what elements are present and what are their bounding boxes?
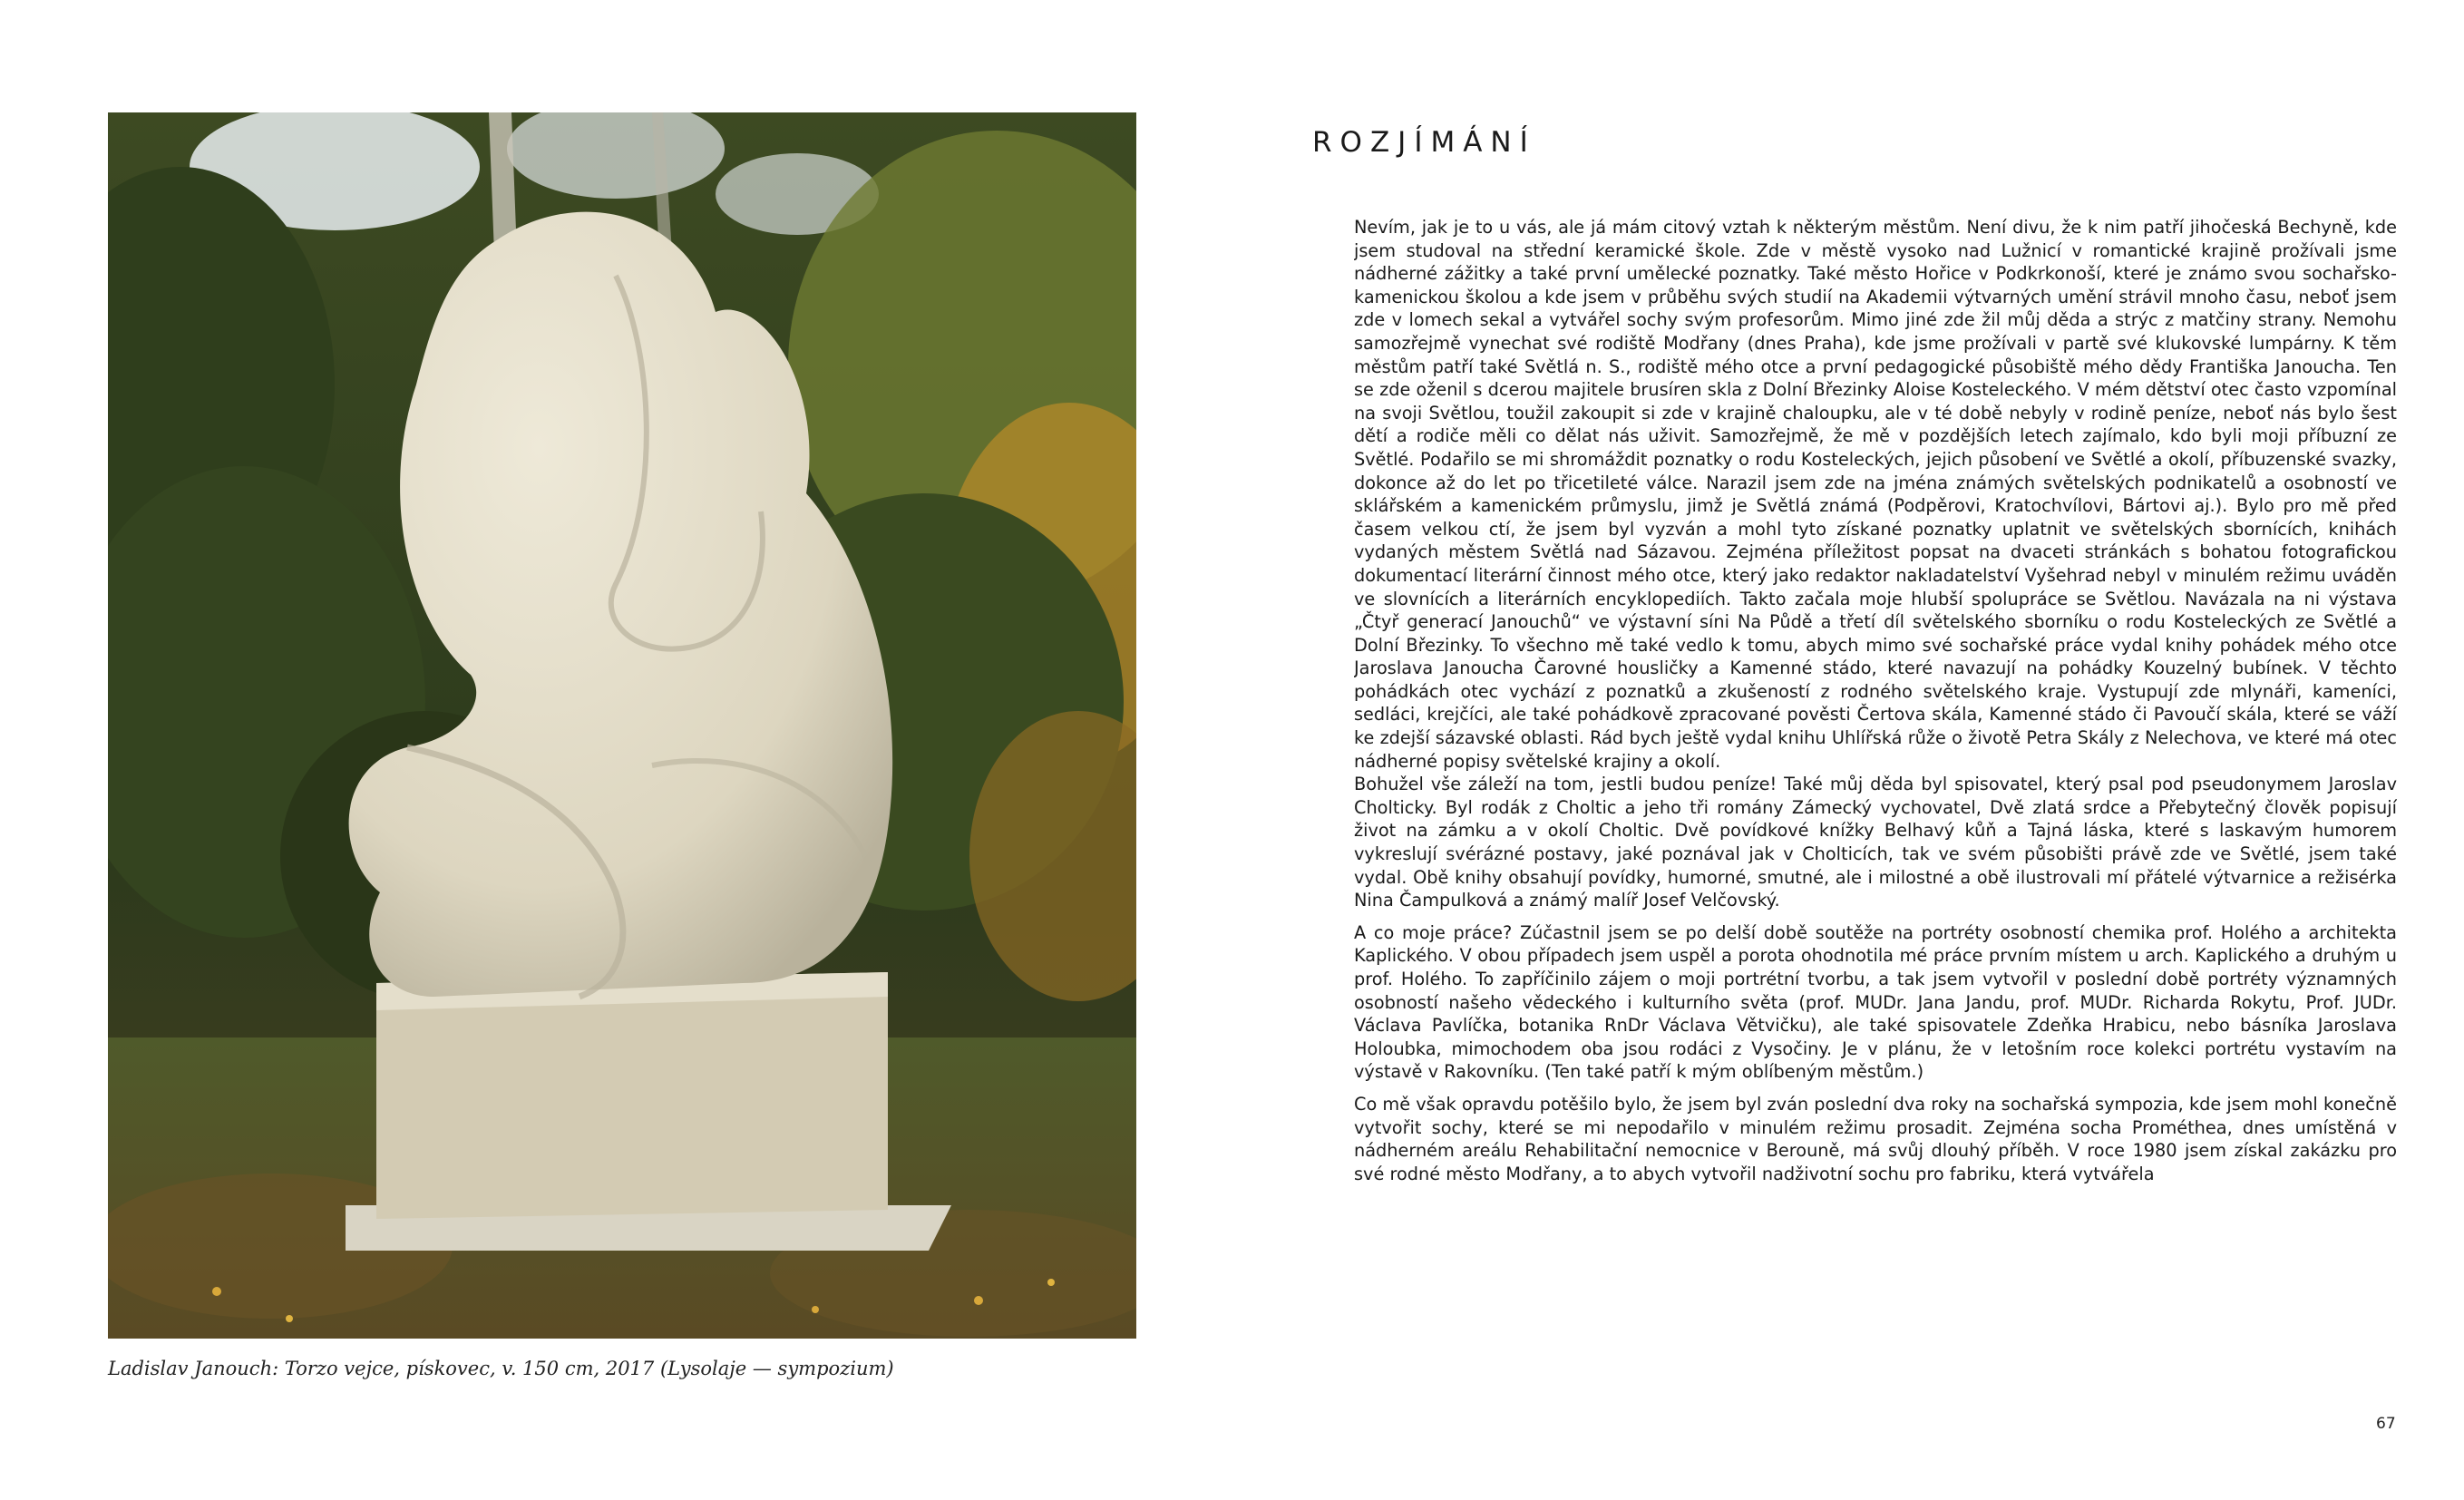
page-number: 67 [2376,1415,2396,1433]
sculpture-photo [108,112,1136,1339]
paragraph: Nevím, jak je to u vás, ale já mám citový vztah k některým městům. Není divu, že k nim patří jihočeská Bechyně, kde jsem studoval na střední keramické škole. Zde v městě vysoko nad Lužnicí v romantické krajině prožívali jsme nádherné zážitky a také první umělecké poznatky. Také město Hořice v Podkrkonoší, které je známo svou sochařsko-kamenickou školou a kde jsem v průběhu svých studií na Akademii výtvarných umění strávil mnoho času, neboť jsem zde v lomech sekal a vytvářel sochy svým profesorům. Mimo jiné zde žil můj děda a strýc z matčiny strany. Nemohu samozřejmě vynechat své rodiště Modřany (dnes Praha), kde jsme prožívali v partě své klukovské lumpárny. K těm městům patří také Světlá n. S., rodiště mého otce a první pedagogické působiště mého dědy Františka Janoucha. Ten se zde oženil s dcerou majitele brusíren skla z Dolní Březinky Aloise Kosteleckého. V mém dětství otec často vzpomínal na svoji Světlou, toužil zakoupit si zde v krajině chaloupku, ale v té době nebyly v rodině peníze, neboť nás bylo šest dětí a rodiče měli co dělat nás uživit. Samozřejmě, že mě v pozdějších letech zajímalo, kdo byli moji příbuzní ze Světlé. Podařilo se mi shromáždit poznatky o rodu Kosteleckých, jejich působení ve Světlé a okolí, příbuzenské svazky, dokonce až do let po třicetileté válce. Narazil jsem zde na jména známých světelských podnikatelů a osobností ve sklářském a kamenickém průmyslu, jimž je Světlá známá (Podpěrovi, Kratochvílovi, Bártovi aj.). Bylo pro mě před časem velkou ctí, že jsem byl vyzván a mohl tyto získané poznatky uplatnit ve světelských sbornících, knihách vydaných městem Světlá nad Sázavou. Zejména příležitost popsat na dvaceti stránkách s bohatou fotografickou dokumentací literární činnost mého otce, který jako redaktor nakladatelství Vyšehrad nebyl v minulém režimu uváděn ve slovnících a literárních encyklopediích. Takto začala moje hlubší spolupráce se Světlou. Navázala na ni výstava „Čtyř generací Janouchů“ ve výstavní síni Na Půdě a třetí díl světelského sborníku o rodu Kosteleckých ze Světlé a Dolní Březinky. To všechno mě také vedlo k tomu, abych mimo své sochařské práce vydal knihy pohádek mého otce Jaroslava Janoucha Čarovné housličky a Kamenné stádo, které navazují na pohádky Kouzelný bubínek. V těchto pohádkách otec vychází z poznatků a zkušeností z rodného světelského kraje. Vystupují zde mlynáři, kameníci, sedláci, krejčíci, ale také pohádkově zpracované pověsti Čertova skála, Kamenné stádo či Pavoučí skála, které se váží ke zdejší sázavské oblasti. Rád bych ještě vydal knihu Uhlířská růže o životě Petra Skály z Nelechova, ve které má otec nádherné popisy světelské krajiny a okolí. [1354,217,2397,772]
sculpture-photo-illustration [108,112,1136,1339]
paragraph: A co moje práce? Zúčastnil jsem se po delší době soutěže na portréty osobností chemika prof. Holého a architekta Kaplického. V obou případech jsem uspěl a porota ohodnotila mé práce prvním místem u arch. Kaplického a druhým u prof. Holého. To zapříčinilo zájem o moji portrétní tvorbu, a tak jsem vytvořil v poslední době portréty významných osobností našeho vědeckého i kulturního světa (prof. MUDr. Jana Jandu, prof. MUDr. Richarda Rokytu, Prof. JUDr. Václava Pavlíčka, botanika RnDr Václava Větvičku), ale také spisovatele Zdeňka Hrabicu, nebo básníka Jaroslava Holoubka, mimochodem oba jsou rodáci z Vysočiny. Je v plánu, že v letošním roce kolekci portrétu vystavím na výstavě v Rakovníku. (Ten také patří k mým oblíbeným městům.) [1354,921,2397,1083]
paragraph: Co mě však opravdu potěšilo bylo, že jsem byl zván poslední dva roky na sochařská sympozia, kde jsem mohl konečně vytvořit sochy, které se mi nepodařilo v minulém režimu prosadit. Zejména socha Prométhea, dnes umístěná v nádherném areálu Rehabilitační nemocnice v Berouně, má svůj dlouhý příběh. V roce 1980 jsem získal zakázku pro své rodné město Modřany, a to abych vytvořil nadživotní sochu pro fabriku, která vytvářela [1354,1093,2397,1184]
chapter-title: ROZJÍMÁNÍ [1312,125,1536,159]
paragraph: Bohužel vše záleží na tom, jestli budou peníze! Také můj děda byl spisovatel, který psal pod pseudonymem Jaroslav Cholticky. Byl rodák z Choltic a jeho tři romány Zámecký vychovatel, Dvě zlatá srdce a Přebytečný člověk popisují život na zámku a v okolí Choltic. Dvě povídkové knížky Belhavý kůň a Tajná láska, které s laskavým humorem vykreslují svérázné postavy, jaké poznával jak v Cholticích, tak ve svém působišti právě zde ve Světlé, jsem také vydal. Obě knihy obsahují povídky, humorné, smutné, ale i milostné a obě ilustrovali mí přátelé výtvarnice a režisérka Nina Čampulková a známý malíř Josef Velčovský. [1354,774,2397,911]
article-body [1354,216,2397,1390]
photo-caption: Ladislav Janouch: Torzo vejce, pískovec, v. 150 cm, 2017 (Lysolaje — sympozium) [108,1358,894,1379]
